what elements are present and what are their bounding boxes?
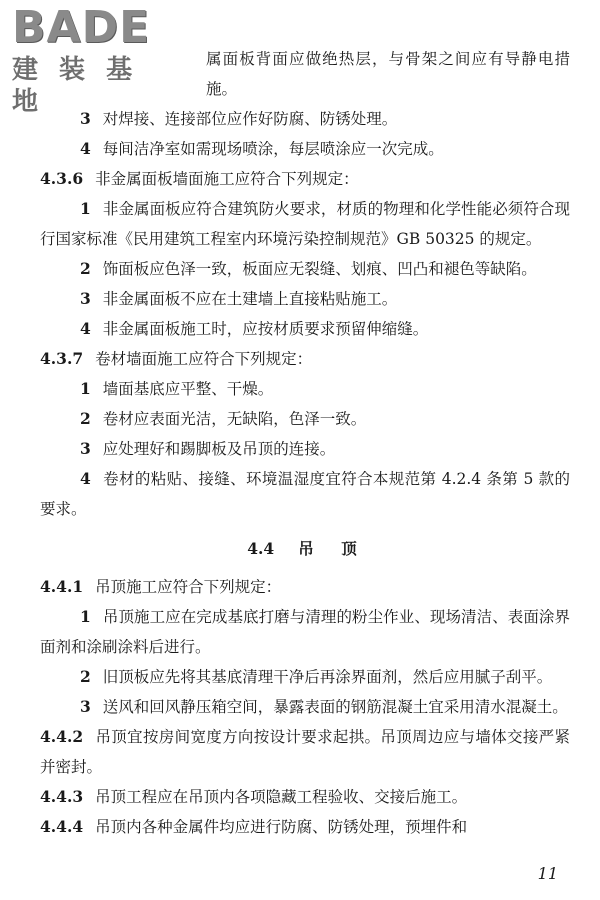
list-item: 1 墙面基底应平整、干燥。	[80, 379, 274, 398]
list-item: 1 非金属面板应符合建筑防火要求，材质的物理和化学性能必须符合现行国家标准《民用建筑工程室内环境污染控制规范》GB 50325 的规定。	[40, 199, 570, 248]
list-item: 3 应处理好和踢脚板及吊顶的连接。	[80, 439, 336, 458]
list-item: 2 饰面板应色泽一致，板面应无裂缝、划痕、凹凸和褪色等缺陷。	[80, 259, 537, 278]
clause-4-4-3: 4.4.3 吊顶工程应在吊顶内各项隐藏工程验收、交接后施工。	[40, 787, 468, 806]
list-item: 3 对焊接、连接部位应作好防腐、防锈处理。	[80, 109, 398, 128]
list-item: 2 旧顶板应先将其基底清理干净后再涂界面剂，然后应用腻子刮平。	[80, 667, 553, 686]
clause-4-4-4: 4.4.4 吊顶内各种金属件均应进行防腐、防锈处理，预埋件和	[40, 817, 468, 836]
list-item: 4 非金属面板施工时，应按材质要求预留伸缩缝。	[80, 319, 429, 338]
page-body	[40, 44, 570, 842]
clause-4-4-2: 4.4.2 吊顶宜按房间宽度方向按设计要求起拱。吊顶周边应与墙体交接严紧并密封。	[40, 727, 570, 776]
list-item: 4 每间洁净室如需现场喷涂，每层喷涂应一次完成。	[80, 139, 444, 158]
clause-4-3-7: 4.3.7 卷材墙面施工应符合下列规定：	[40, 349, 313, 368]
logo-subtitle: 建 装 基 地	[12, 55, 139, 117]
list-item: 2 卷材应表面光洁，无缺陷，色泽一致。	[80, 409, 367, 428]
list-item: 3 非金属面板不应在土建墙上直接粘贴施工。	[80, 289, 398, 308]
clause-4-4-1: 4.4.1 吊顶施工应符合下列规定：	[40, 577, 282, 596]
clause-4-3-6: 4.3.6 非金属面板墙面施工应符合下列规定：	[40, 169, 359, 188]
logo	[8, 2, 178, 117]
continuation-text: 属面板背面应做绝热层，与骨架之间应有导静电措施。	[206, 50, 570, 98]
list-item: 1 吊顶施工应在完成基底打磨与清理的粉尘作业、现场清洁、表面涂界面剂和涂刷涂料后进行。	[40, 607, 570, 656]
section-heading: 4.4 吊 顶	[247, 539, 363, 558]
list-item: 4 卷材的粘贴、接缝、环境温湿度宜符合本规范第 4.2.4 条第 5 款的要求。	[40, 469, 570, 518]
logo-wordmark: BADE	[12, 2, 151, 53]
page-number: 11	[537, 864, 558, 883]
list-item: 3 送风和回风静压箱空间，暴露表面的钢筋混凝土宜采用清水混凝土。	[80, 697, 568, 716]
